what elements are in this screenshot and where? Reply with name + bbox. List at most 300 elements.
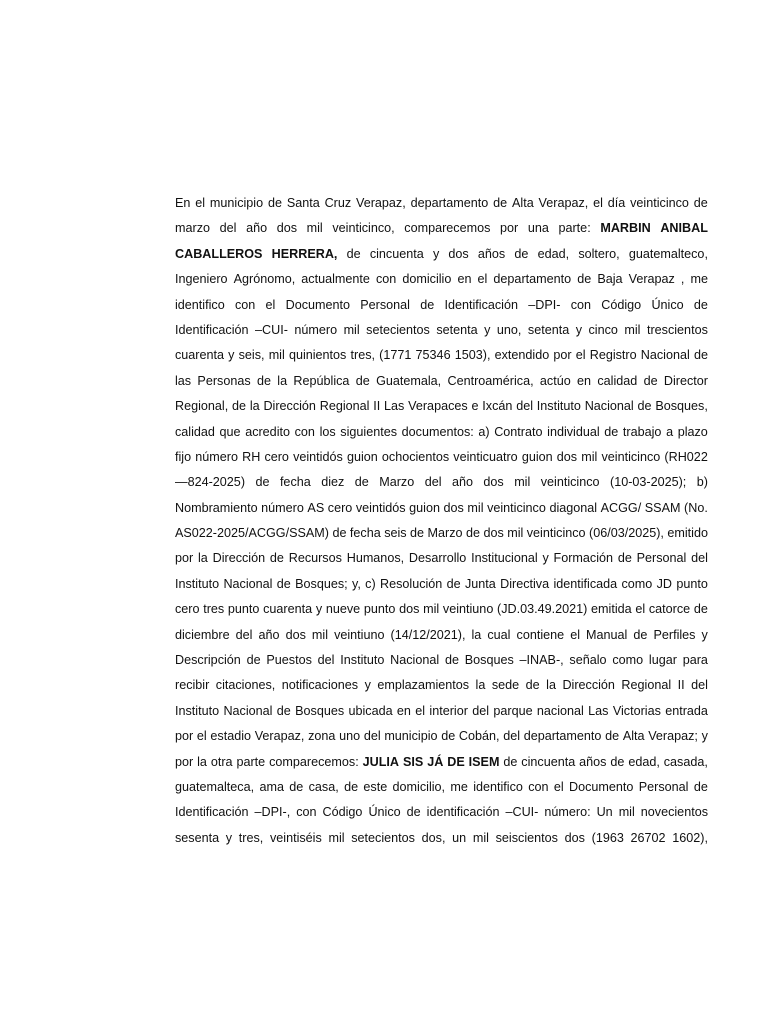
document-word: el <box>575 348 586 363</box>
document-word: Instituto <box>175 703 220 718</box>
document-word: setenta <box>527 322 570 337</box>
document-word: emitida <box>591 602 632 617</box>
document-word: los <box>319 424 336 439</box>
document-word: casada, <box>663 754 708 769</box>
document-word: el <box>570 627 580 642</box>
document-word: diciembre <box>175 627 230 642</box>
document-word: el <box>195 196 206 210</box>
document-word: trescientos <box>646 322 708 337</box>
document-word: de <box>276 576 291 591</box>
document-word: Verapaces <box>408 399 468 414</box>
document-line <box>175 724 708 749</box>
document-word: Regional <box>319 399 370 414</box>
document-word: del <box>424 475 442 490</box>
document-word: notificaciones <box>281 678 359 693</box>
document-word: CABALLEROS <box>175 246 263 261</box>
document-word: Descripción <box>175 653 241 668</box>
document-word: Documento <box>285 297 350 312</box>
document-word: Centroamérica, <box>447 373 534 388</box>
document-word: marzo <box>175 221 210 236</box>
document-word: y <box>542 551 549 566</box>
document-word: (1771 <box>379 348 412 363</box>
document-word: la <box>277 373 288 388</box>
document-word: cero <box>175 602 200 617</box>
document-word: Humanos, <box>346 551 405 566</box>
document-word: República <box>293 373 350 388</box>
document-word: Personal <box>636 551 687 566</box>
document-word: fecha <box>279 475 311 490</box>
document-word: de <box>354 475 369 490</box>
document-word: cincuenta <box>521 754 576 769</box>
document-word: mil <box>514 475 531 490</box>
document-word: punto <box>227 602 260 617</box>
document-word: mil <box>624 322 641 337</box>
document-word: actúo <box>539 373 571 388</box>
document-word: de <box>444 653 459 668</box>
document-word: trabajo <box>622 424 662 439</box>
document-word: Documento <box>569 779 634 794</box>
document-word: dos <box>276 221 298 236</box>
document-word: casa, <box>308 779 339 794</box>
document-word: año <box>451 475 473 490</box>
document-word: señalo <box>569 653 607 668</box>
document-word: veintiséis <box>269 830 322 845</box>
document-word: Ixcán <box>482 399 513 414</box>
document-word: guion <box>346 449 378 464</box>
document-word: seiscientos <box>495 830 558 845</box>
document-word: veinticinco <box>601 449 661 464</box>
document-word: Personal <box>638 779 689 794</box>
document-word: de <box>465 526 480 541</box>
document-word: el <box>415 703 426 718</box>
document-word: (1963 <box>591 830 624 845</box>
document-word: SSAM <box>644 500 681 515</box>
document-word: de <box>617 551 632 566</box>
document-word: Directiva <box>500 576 550 591</box>
document-word: diagonal <box>549 500 598 515</box>
document-word: año <box>258 627 280 642</box>
document-word: comparecemos: <box>269 754 359 769</box>
document-word: Regional, <box>175 399 229 414</box>
document-word: mil <box>472 830 489 845</box>
document-word: con <box>234 297 256 312</box>
document-word: de <box>344 779 359 794</box>
document-word: en <box>396 703 411 718</box>
document-word: y <box>432 246 440 261</box>
document-word: guatemalteca, <box>175 779 255 794</box>
document-word: identificada <box>553 576 618 591</box>
document-word: Contrato <box>494 424 543 439</box>
document-word: recibir <box>175 678 210 693</box>
document-word: la <box>471 627 482 642</box>
document-word: dos <box>564 830 585 845</box>
document-word: dos <box>483 475 504 490</box>
document-word: dos <box>556 449 578 464</box>
document-word: seis, <box>238 348 265 363</box>
document-word: Baja <box>597 272 623 287</box>
document-word: cero <box>327 500 353 515</box>
document-word: Santa <box>286 196 320 210</box>
document-word: Único <box>368 805 401 820</box>
document-word: setecientos <box>366 322 430 337</box>
document-word: Nacional <box>223 576 273 591</box>
document-word: por <box>175 729 194 744</box>
document-word: parque <box>493 703 533 718</box>
document-word: el <box>553 779 564 794</box>
document-line <box>175 699 708 724</box>
document-line <box>175 648 708 673</box>
document-word: fecha <box>349 526 381 541</box>
document-word: el <box>593 196 603 210</box>
document-word: dos <box>483 526 504 541</box>
document-word: número <box>294 322 338 337</box>
document-word: que <box>219 424 241 439</box>
document-word: de <box>332 526 347 541</box>
document-word: , <box>680 272 685 287</box>
document-word: punto <box>363 602 396 617</box>
document-word: y <box>701 729 708 744</box>
document-line <box>175 597 708 622</box>
document-line <box>175 775 708 800</box>
document-word: el <box>477 272 488 287</box>
document-line <box>175 470 708 495</box>
document-word: Único <box>651 297 684 312</box>
document-word: Nacional <box>640 348 690 363</box>
document-word: de <box>410 526 425 541</box>
document-word: emitido <box>667 526 708 541</box>
document-word: dos <box>399 602 420 617</box>
document-word: la <box>249 399 260 414</box>
document-word: DE <box>447 754 465 769</box>
document-word: de <box>289 779 304 794</box>
document-word: guion <box>409 500 440 515</box>
document-word: de <box>604 424 619 439</box>
document-word: calidad <box>597 373 638 388</box>
document-word: uno, <box>496 322 522 337</box>
document-word: SIS <box>402 754 424 769</box>
document-word: de <box>267 196 282 210</box>
document-word: la <box>546 678 556 693</box>
document-word: (10-03-2025); <box>610 475 687 490</box>
document-word: de <box>693 348 708 363</box>
document-word: –DPI-, <box>254 805 291 820</box>
document-word: Nacional <box>223 703 273 718</box>
document-word: domicilio, <box>392 779 446 794</box>
document-word: municipio <box>384 729 438 744</box>
document-word: setecientos <box>351 830 415 845</box>
document-word: Un <box>596 805 613 820</box>
document-word: Alta <box>622 729 645 744</box>
document-word: y <box>484 322 491 337</box>
document-word: de <box>525 678 540 693</box>
document-word: por <box>553 348 572 363</box>
document-word: de <box>255 475 270 490</box>
document-word: Agrónomo, <box>233 272 296 287</box>
document-word: y <box>701 627 708 642</box>
document-word: RH <box>242 449 261 464</box>
document-line <box>175 546 708 571</box>
document-word: para <box>682 653 708 668</box>
document-word: siguientes <box>340 424 398 439</box>
document-word: años <box>477 246 506 261</box>
document-word: de <box>276 703 291 718</box>
document-word: edad, <box>537 246 570 261</box>
document-word: HERRERA, <box>271 246 338 261</box>
document-word: departamento <box>523 729 602 744</box>
document-word: dos, <box>421 830 446 845</box>
document-word: veintidós <box>293 449 343 464</box>
document-word: número: <box>544 805 591 820</box>
document-word: me <box>450 779 468 794</box>
document-word: número <box>261 500 304 515</box>
document-word: Verapaz, <box>254 729 305 744</box>
document-word: de <box>420 297 435 312</box>
document-word: JULIA <box>362 754 400 769</box>
document-word: documentos: <box>401 424 474 439</box>
document-word: estadio <box>210 729 252 744</box>
document-word: de <box>346 246 361 261</box>
document-word: guatemalteco, <box>628 246 708 261</box>
document-word: y <box>225 830 233 845</box>
document-line <box>175 572 708 597</box>
document-word: Personal <box>360 297 410 312</box>
document-word: Ingeniero <box>175 272 228 287</box>
document-word: del <box>363 729 381 744</box>
document-word: Bosques <box>295 703 345 718</box>
document-word: –DPI- <box>528 297 561 312</box>
document-word: tres, <box>350 348 376 363</box>
document-word: seis <box>384 526 407 541</box>
document-word: identificación <box>426 805 500 820</box>
document-word: del <box>503 729 521 744</box>
document-word: sede <box>491 678 520 693</box>
document-word: (14/12/2021), <box>390 627 466 642</box>
document-line <box>175 445 708 470</box>
document-line <box>175 521 708 546</box>
document-word: por <box>175 754 194 769</box>
document-word: de <box>693 297 708 312</box>
document-word: mil <box>581 449 598 464</box>
document-word: veinticinco <box>487 500 546 515</box>
document-word: (06/03/2025), <box>589 526 664 541</box>
document-word: Las <box>588 703 609 718</box>
document-word: veinticuatro <box>453 449 518 464</box>
document-word: en <box>457 272 472 287</box>
document-word: tres <box>203 602 225 617</box>
document-line <box>175 191 708 216</box>
document-word: el <box>196 729 207 744</box>
document-word: de <box>577 272 592 287</box>
document-word: de <box>637 399 652 414</box>
document-word: Recursos <box>288 551 342 566</box>
document-word: me <box>690 272 708 287</box>
document-word: Formación <box>553 551 614 566</box>
document-word: citaciones, <box>215 678 276 693</box>
document-word: calidad <box>175 424 215 439</box>
document-word: Director <box>663 373 708 388</box>
document-word: y <box>364 678 371 693</box>
document-word: guion <box>521 449 553 464</box>
document-word: —824-2025) <box>175 475 246 490</box>
document-word: diez <box>321 475 345 490</box>
document-word: mil <box>343 322 360 337</box>
document-word: parte <box>236 754 266 769</box>
document-word: Institucional <box>471 551 538 566</box>
document-word: Código <box>601 297 642 312</box>
document-word: Nacional <box>390 653 440 668</box>
document-word: Bosques, <box>655 399 708 414</box>
document-word: de <box>643 373 658 388</box>
document-word: Desarrollo <box>408 551 467 566</box>
document-word: del <box>472 703 490 718</box>
document-word: de <box>693 196 708 210</box>
document-word: Nacional <box>584 399 634 414</box>
document-word: de <box>256 373 271 388</box>
document-line <box>175 318 708 343</box>
document-word: identifico <box>473 779 523 794</box>
document-word: En <box>175 196 191 210</box>
document-word: mil <box>467 500 484 515</box>
document-word: 1503), <box>454 348 491 363</box>
document-word: por <box>175 551 194 566</box>
document-word: municipio <box>209 196 264 210</box>
document-word: (No. <box>684 500 708 515</box>
document-word: 75346 <box>415 348 451 363</box>
document-word: como <box>612 653 644 668</box>
document-word: Las <box>384 399 405 414</box>
document-word: ANIBAL <box>660 221 708 236</box>
document-word: tres, <box>238 830 264 845</box>
document-word: soltero, <box>578 246 620 261</box>
document-word: y <box>315 602 323 617</box>
document-word: contiene <box>516 627 565 642</box>
document-word: de <box>514 246 529 261</box>
document-word: ACGG/ <box>600 500 642 515</box>
document-word: dos <box>285 627 306 642</box>
document-word: –CUI- <box>505 805 539 820</box>
document-word: II <box>677 678 685 693</box>
document-word: años <box>579 754 607 769</box>
document-line <box>175 673 708 698</box>
document-word: 26702 <box>630 830 666 845</box>
document-word: ochocientos <box>381 449 450 464</box>
document-word: entrada <box>665 703 708 718</box>
document-word: y, <box>351 576 361 591</box>
document-word: Registro <box>589 348 637 363</box>
document-word: parte: <box>558 221 591 236</box>
document-word: acredito <box>245 424 290 439</box>
document-word: Dirección <box>212 551 266 566</box>
document-word: de <box>693 779 708 794</box>
document-word: Instituto <box>175 576 220 591</box>
document-word: 1602), <box>672 830 708 845</box>
document-word: las <box>175 373 192 388</box>
document-word: lugar <box>648 653 677 668</box>
document-word: Manual <box>586 627 628 642</box>
document-word: Regional <box>621 678 672 693</box>
document-word: setenta <box>436 322 478 337</box>
document-word: veintidós <box>355 500 406 515</box>
document-word: departamento <box>410 196 489 210</box>
document-word: ama <box>259 779 284 794</box>
document-word: Personas <box>197 373 251 388</box>
document-word: MARBIN <box>600 221 651 236</box>
document-word: b) <box>696 475 708 490</box>
document-word: zona <box>308 729 336 744</box>
document-word: de <box>269 551 284 566</box>
document-line <box>175 420 708 445</box>
document-word: Dirección <box>263 399 316 414</box>
document-word: Nombramiento <box>175 500 258 515</box>
document-word: Marzo <box>427 526 463 541</box>
document-word: del <box>317 653 335 668</box>
document-word: Identificación <box>444 297 518 312</box>
document-word: y <box>575 322 583 337</box>
document-word: Perfiles <box>653 627 696 642</box>
document-word: de <box>503 754 518 769</box>
document-word: de <box>441 729 456 744</box>
document-word: de <box>446 576 461 591</box>
document-word: del <box>691 678 708 693</box>
document-word: –CUI- <box>255 322 288 337</box>
document-word: mil <box>507 526 524 541</box>
document-line <box>175 343 708 368</box>
document-word: mil <box>268 348 285 363</box>
document-word: Victorias <box>612 703 661 718</box>
document-word: Verapaz <box>628 272 675 287</box>
document-word: extendido <box>494 348 550 363</box>
document-word: de <box>355 373 370 388</box>
document-word: cuarenta <box>175 348 225 363</box>
document-word: Verapaz, <box>538 196 589 210</box>
document-word: Bosques; <box>295 576 348 591</box>
document-word: emplazamientos <box>377 678 470 693</box>
document-word: en <box>577 373 592 388</box>
document-line <box>175 293 708 318</box>
document-word: mil <box>311 627 329 642</box>
document-word: por <box>500 221 519 236</box>
document-word: fijo <box>175 449 192 464</box>
document-word: punto <box>676 576 708 591</box>
document-line <box>175 826 708 851</box>
document-word: departamento <box>493 272 572 287</box>
document-word: Resolución <box>380 576 443 591</box>
document-word: de <box>493 196 508 210</box>
document-word: Bosques <box>464 653 514 668</box>
document-line <box>175 800 708 825</box>
document-word: del <box>219 221 237 236</box>
document-line <box>175 750 708 775</box>
document-word: una <box>527 221 549 236</box>
document-word: ubicada <box>348 703 393 718</box>
document-word: Instituto <box>536 399 581 414</box>
document-word: Cruz <box>324 196 352 210</box>
document-word: día <box>607 196 626 210</box>
document-word: de <box>605 729 620 744</box>
document-word: veinticinco, <box>332 221 395 236</box>
document-word: con <box>528 779 549 794</box>
document-word: (RH022 <box>664 449 708 464</box>
document-word: con <box>375 272 397 287</box>
document-word: comparecemos <box>404 221 491 236</box>
document-word: otra <box>210 754 233 769</box>
document-line <box>175 216 708 241</box>
document-word: la <box>198 551 208 566</box>
document-word: a) <box>478 424 490 439</box>
document-line <box>175 369 708 394</box>
document-word: veinticinco <box>526 526 586 541</box>
document-word: Cobán, <box>458 729 500 744</box>
